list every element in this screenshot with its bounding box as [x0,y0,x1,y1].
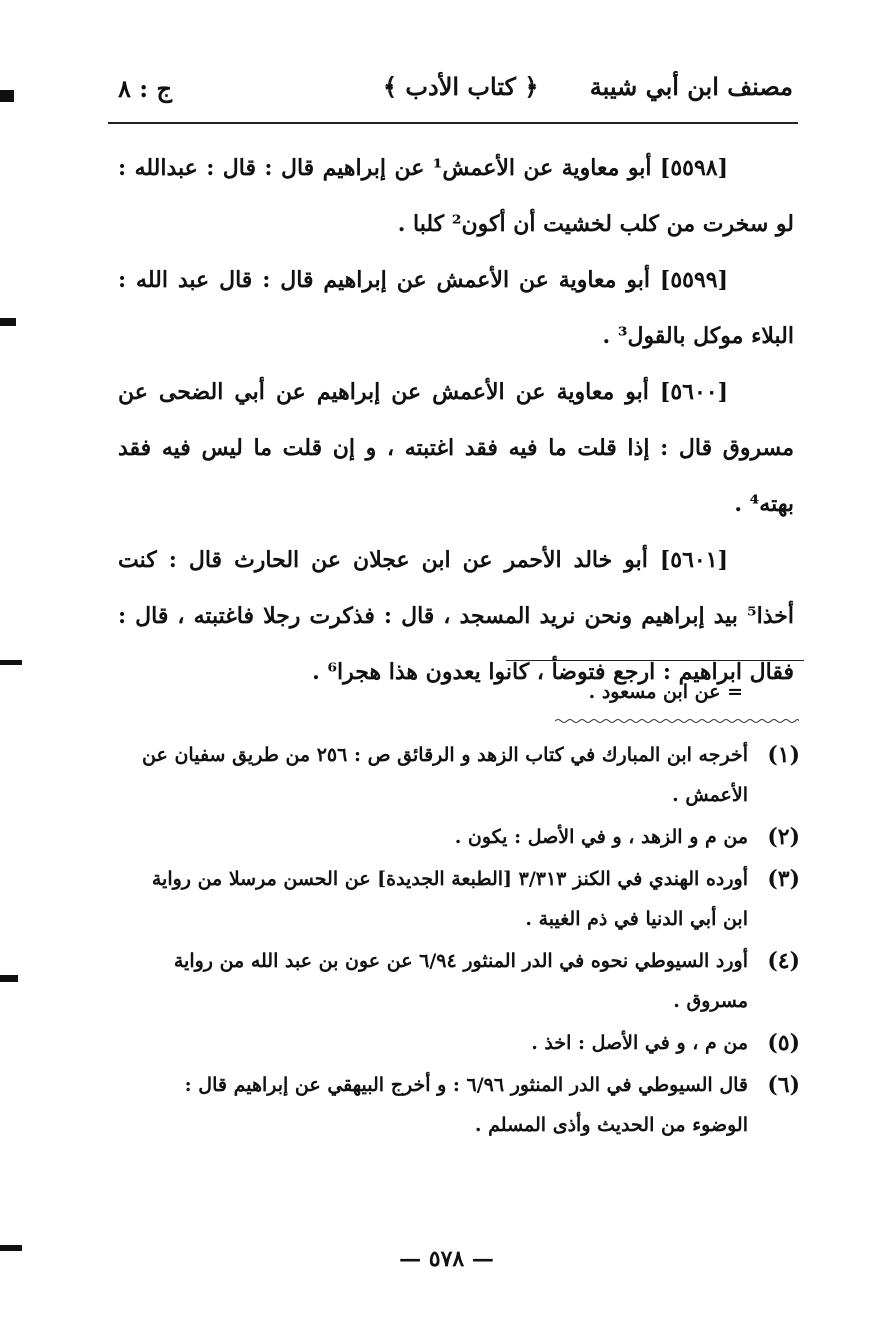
footnote [128,859,800,939]
wavy-divider [555,718,799,724]
scan-artifact [0,660,22,665]
footnote-text: من م و الزهد ، و في الأصل : يكون . [454,826,748,848]
hadith-entry [118,252,794,364]
footnote-text: أورد السيوطي نحوه في الدر المنثور ٦/٩٤ عن عون بن عبد الله من رواية مسروق . [173,950,748,1012]
footnote-divider [506,660,804,661]
footnote-mark: (٥) [767,1030,800,1056]
footnote-text: أخرجه ابن المبارك في كتاب الزهد و الرقائق ص : ٢٥٦ من طريق سفيان عن الأعمش . [142,744,748,806]
hadith-entry [118,140,794,252]
entry-text: أبو معاوية عن الأعمش عن إبراهيم عن أبي الضحى عن مسروق قال : إذا قلت ما فيه فقد اغتبته ، و إن قلت ما ليس فيه فقد بهته⁴ . [118,379,794,517]
entry-text: أبو خالد الأحمر عن ابن عجلان عن الحارث قال : كنت أخذا⁵ بيد إبراهيم ونحن نريد المسجد ، قال : فذكرت رجلا فاغتبته ، قال : فقال ابراهيم : ارجع فتوضأ ، كانوا يعدون هذا هجرا⁶ . [118,547,795,685]
footnote [128,735,800,815]
hadith-entry [118,364,794,532]
scan-artifact [0,90,14,102]
footnote-text: أورده الهندي في الكنز ٣/٣١٣ [الطبعة الجديدة] عن الحسن مرسلا من رواية ابن أبي الدنيا في ذم الغيبة . [151,868,748,930]
section-title: ﴿ كتاب الأدب ﴾ [383,72,539,101]
page-number: — ٥٧٨ — [399,1246,494,1272]
footnote-mark: (٤) [767,948,800,974]
scan-artifact [0,318,16,326]
footnote-mark: (٣) [767,866,800,892]
main-text [118,140,794,700]
footnote-mark: (٢) [767,824,800,850]
footnote-mark: (٦) [767,1072,800,1098]
book-title: مصنف ابن أبي شيبة [589,72,793,101]
entry-text: أبو معاوية عن الأعمش عن إبراهيم قال : قال عبد الله : البلاء موكل بالقول³ . [118,267,794,349]
footnote-carryover: = عن ابن مسعود . [588,681,743,703]
volume-number: ج : ٨ [118,74,172,103]
footnote-mark: (١) [767,742,800,768]
running-header [108,68,793,112]
entry-text: أبو معاوية عن الأعمش¹ عن إبراهيم قال : قال : عبدالله : لو سخرت من كلب لخشيت أن أكون² كلبا . [118,155,794,237]
footnotes [128,735,800,1147]
footnote [128,1065,800,1145]
footnote-text: من م ، و في الأصل : اخذ . [531,1032,748,1054]
entry-number: [٥٦٠٠] [659,379,728,405]
footnote [128,817,800,857]
scan-artifact [0,975,18,982]
entry-number: [٥٥٩٨] [659,155,728,181]
footnote-text: قال السيوطي في الدر المنثور ٦/٩٦ : و أخرج البيهقي عن إبراهيم قال : الوضوء من الحديث وأذى المسلم . [184,1074,748,1136]
header-divider [108,122,798,124]
entry-number: [٥٦٠١] [659,547,728,573]
footnote [128,941,800,1021]
footnote [128,1023,800,1063]
entry-number: [٥٥٩٩] [659,267,728,293]
